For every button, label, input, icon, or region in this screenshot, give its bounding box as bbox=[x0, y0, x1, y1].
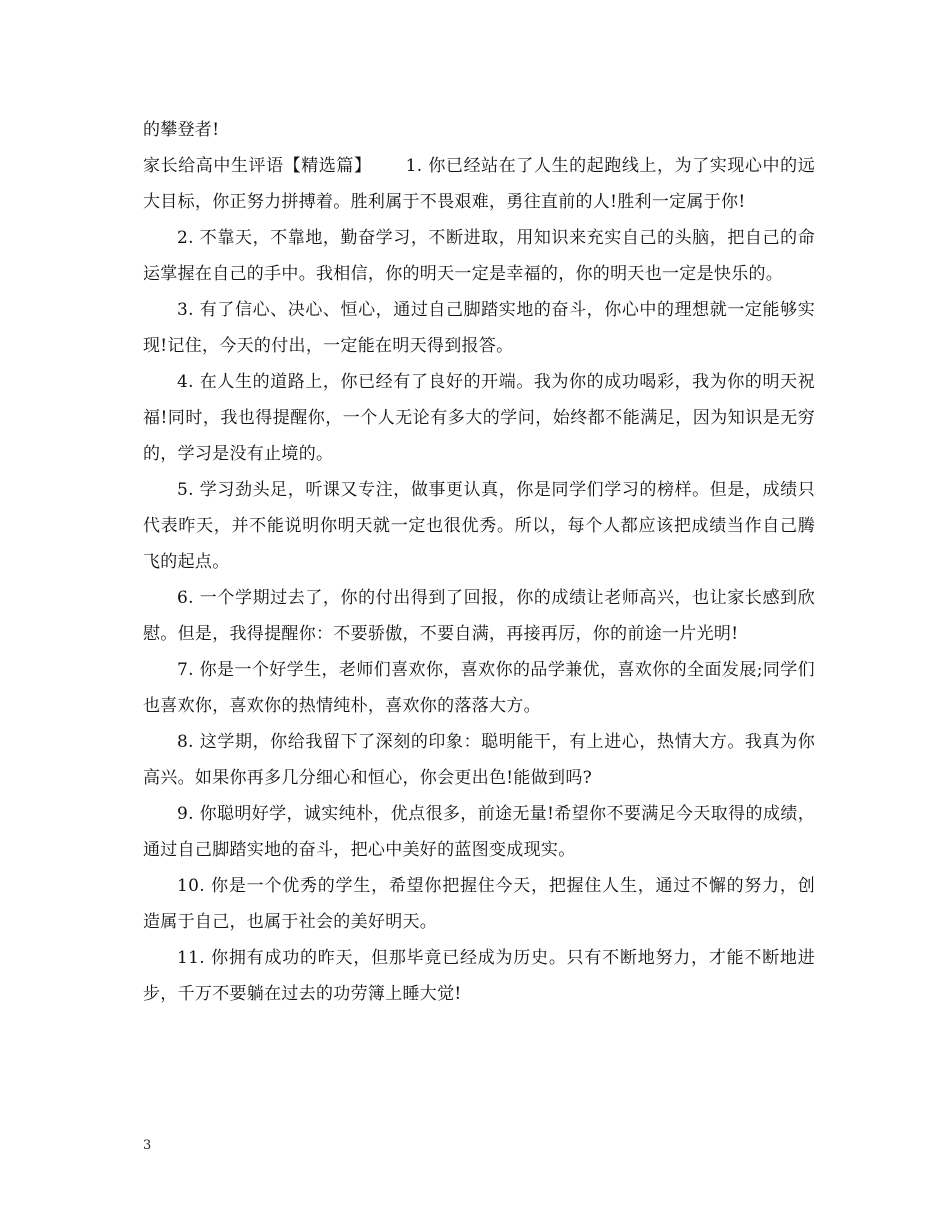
paragraph-2: 2. 不靠天，不靠地，勤奋学习，不断进取，用知识来充实自己的头脑，把自己的命运掌握在自己的手中。我相信，你的明天一定是幸福的，你的明天也一定是快乐的。 bbox=[143, 228, 815, 284]
paragraph-10: 10. 你是一个优秀的学生，希望你把握住今天，把握住人生，通过不懈的努力，创造属于自己，也属于社会的美好明天。 bbox=[143, 876, 815, 932]
continuation-line: 的攀登者! bbox=[143, 120, 220, 140]
paragraph-4: 4. 在人生的道路上，你已经有了良好的开端。我为你的成功喝彩，我为你的明天祝福!同时，我也得提醒你，一个人无论有多大的学问，始终都不能满足，因为知识是无穷的，学习是没有止境的。 bbox=[143, 372, 815, 464]
document-body bbox=[143, 112, 815, 1012]
paragraph-11: 11. 你拥有成功的昨天，但那毕竟已经成为历史。只有不断地努力，才能不断地进步，千万不要躺在过去的功劳簿上睡大觉! bbox=[143, 948, 815, 1004]
paragraph-3: 3. 有了信心、决心、恒心，通过自己脚踏实地的奋斗，你心中的理想就一定能够实现!记住，今天的付出，一定能在明天得到报答。 bbox=[143, 300, 815, 356]
paragraph-6: 6. 一个学期过去了，你的付出得到了回报，你的成绩让老师高兴，也让家长感到欣慰。但是，我得提醒你：不要骄傲，不要自满，再接再厉，你的前途一片光明! bbox=[143, 588, 815, 644]
paragraph-8: 8. 这学期，你给我留下了深刻的印象：聪明能干，有上进心，热情大方。我真为你高兴。如果你再多几分细心和恒心，你会更出色!能做到吗? bbox=[143, 732, 815, 788]
paragraph-1: 1. 你已经站在了人生的起跑线上，为了实现心中的远大目标，你正努力拼搏着。胜利属于不畏艰难，勇往直前的人!胜利一定属于你! bbox=[143, 156, 815, 212]
paragraph-7: 7. 你是一个好学生，老师们喜欢你，喜欢你的品学兼优，喜欢你的全面发展;同学们也喜欢你，喜欢你的热情纯朴，喜欢你的落落大方。 bbox=[143, 660, 815, 716]
paragraph-9: 9. 你聪明好学，诚实纯朴，优点很多，前途无量!希望你不要满足今天取得的成绩，通过自己脚踏实地的奋斗，把心中美好的蓝图变成现实。 bbox=[143, 804, 815, 860]
heading-paragraph bbox=[143, 148, 815, 220]
page-number: 3 bbox=[143, 1138, 152, 1153]
paragraph-5: 5. 学习劲头足，听课又专注，做事更认真，你是同学们学习的榜样。但是，成绩只代表昨天，并不能说明你明天就一定也很优秀。所以，每个人都应该把成绩当作自己腾飞的起点。 bbox=[143, 480, 815, 572]
section-heading: 家长给高中生评语【精选篇】 bbox=[143, 156, 372, 176]
